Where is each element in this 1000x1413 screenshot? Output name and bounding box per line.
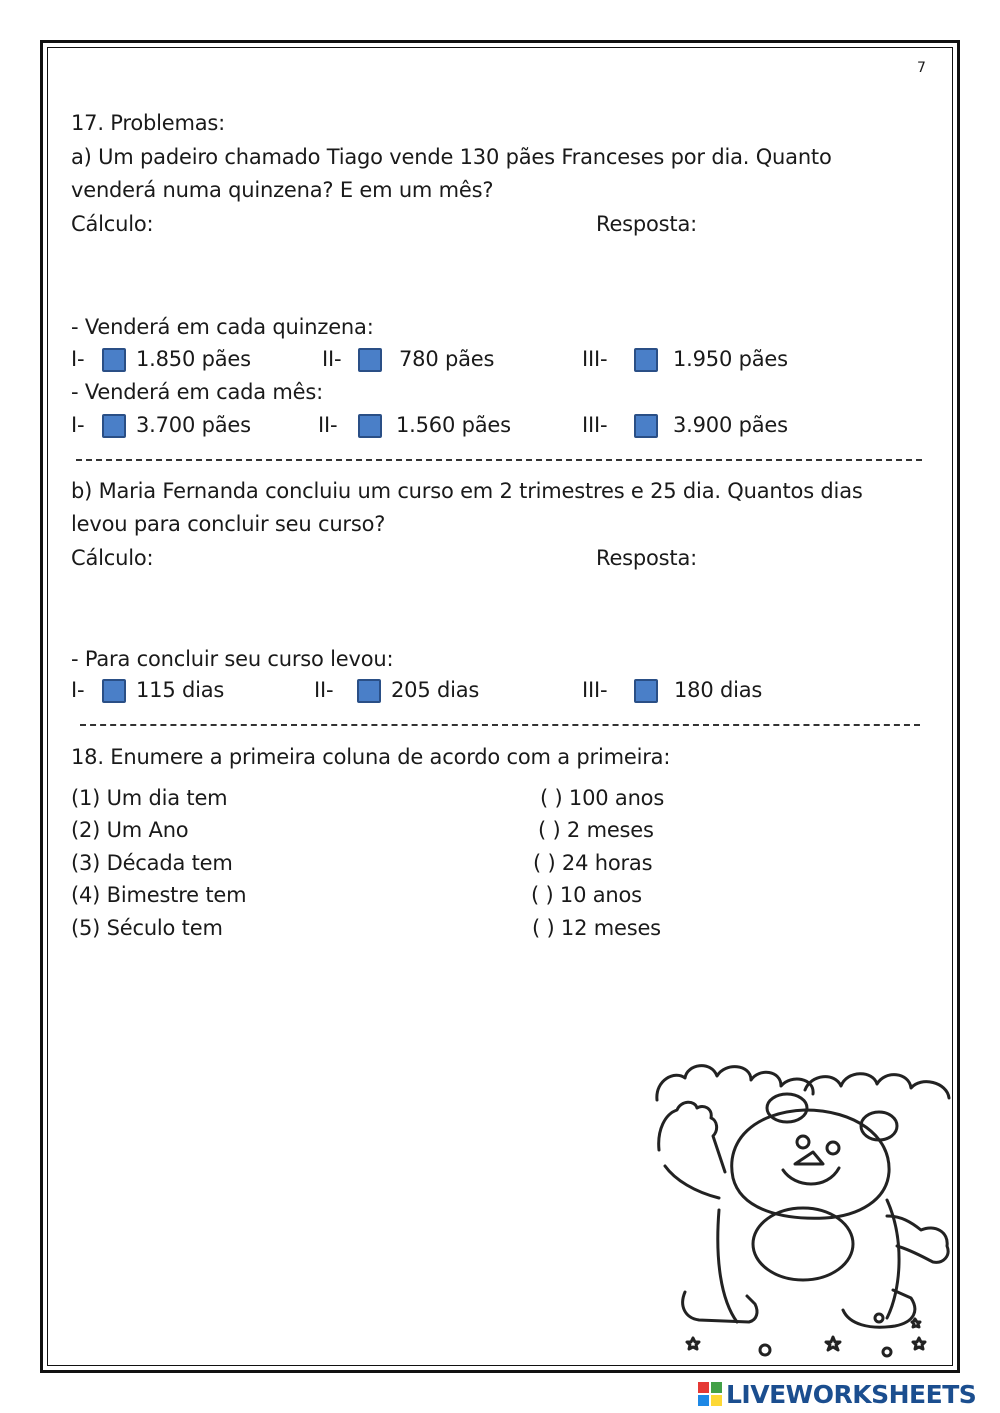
liveworksheets-logo-icon [698,1382,722,1406]
q18-right-item-4[interactable]: ( ) 10 anos [531,883,642,907]
q17b-option-3-value: 180 dias [674,678,763,702]
q17a-q-option-2-checkbox[interactable] [358,348,382,372]
q17a-q-option-2-label: II- [322,347,342,371]
logo-square-1 [698,1382,709,1393]
q17a-m-option-2-value: 1.560 pães [396,413,511,437]
q18-left-item-2: (2) Um Ano [71,818,189,842]
q17a-m-option-1-value: 3.700 pães [136,413,251,437]
q17a-q-option-1-value: 1.850 pães [136,347,251,371]
q17b-option-1-value: 115 dias [136,678,225,702]
q18-left-item-4: (4) Bimestre tem [71,883,247,907]
q17b-option-1-checkbox[interactable] [102,679,126,703]
q17a-answer-label: Resposta: [596,212,698,236]
q17-title: 17. Problemas: [71,111,226,135]
q18-left-item-5: (5) Século tem [71,916,223,940]
q17a-text-line2: venderá numa quinzena? E em um mês? [71,178,494,202]
logo-square-2 [711,1382,722,1393]
q17a-m-option-2-checkbox[interactable] [358,414,382,438]
teddy-bear-illustration [655,1060,951,1365]
q17a-q-option-1-checkbox[interactable] [102,348,126,372]
page-number: 7 [917,60,926,76]
q17b-text-line1: b) Maria Fernanda concluiu um curso em 2 trimestres e 25 dia. Quantos dias [71,479,863,503]
q17b-option-1-label: I- [71,678,85,702]
liveworksheets-logo [698,1378,976,1410]
q17b-calc-label: Cálculo: [71,546,154,570]
q18-right-item-3[interactable]: ( ) 24 horas [533,851,653,875]
q17a-m-option-3-label: III- [582,413,608,437]
q17a-q-option-3-label: III- [582,347,608,371]
q17b-text-line2: levou para concluir seu curso? [71,512,386,536]
q17b-prompt: - Para concluir seu curso levou: [71,647,394,671]
q17a-prompt-quinzena: - Venderá em cada quinzena: [71,315,374,339]
q17a-q-option-2-value: 780 pães [399,347,495,371]
q17b-option-3-checkbox[interactable] [634,679,658,703]
q17a-q-option-3-checkbox[interactable] [634,348,658,372]
q17a-text-line1: a) Um padeiro chamado Tiago vende 130 pães Franceses por dia. Quanto [71,145,832,169]
q18-title: 18. Enumere a primeira coluna de acordo com a primeira: [71,745,671,769]
q17b-option-3-label: III- [582,678,608,702]
q17a-q-option-1-label: I- [71,347,85,371]
q17a-m-option-3-value: 3.900 pães [673,413,788,437]
logo-square-3 [698,1395,709,1406]
separator-1 [76,459,922,461]
q17a-m-option-2-label: II- [318,413,338,437]
q17b-option-2-value: 205 dias [391,678,480,702]
q18-right-item-1[interactable]: ( ) 100 anos [540,786,665,810]
liveworksheets-logo-text: LIVEWORKSHEETS [726,1379,977,1409]
q18-right-item-5[interactable]: ( ) 12 meses [532,916,661,940]
q17a-prompt-mes: - Venderá em cada mês: [71,380,323,404]
q17a-calc-label: Cálculo: [71,212,154,236]
q17b-option-2-checkbox[interactable] [357,679,381,703]
q18-left-item-3: (3) Década tem [71,851,233,875]
q18-right-item-2[interactable]: ( ) 2 meses [538,818,654,842]
q17a-m-option-3-checkbox[interactable] [634,414,658,438]
q17a-q-option-3-value: 1.950 pães [673,347,788,371]
q17b-option-2-label: II- [314,678,334,702]
q18-left-item-1: (1) Um dia tem [71,786,228,810]
separator-2 [80,724,920,726]
q17b-answer-label: Resposta: [596,546,698,570]
logo-square-4 [711,1395,722,1406]
q17a-m-option-1-checkbox[interactable] [102,414,126,438]
q17a-m-option-1-label: I- [71,413,85,437]
